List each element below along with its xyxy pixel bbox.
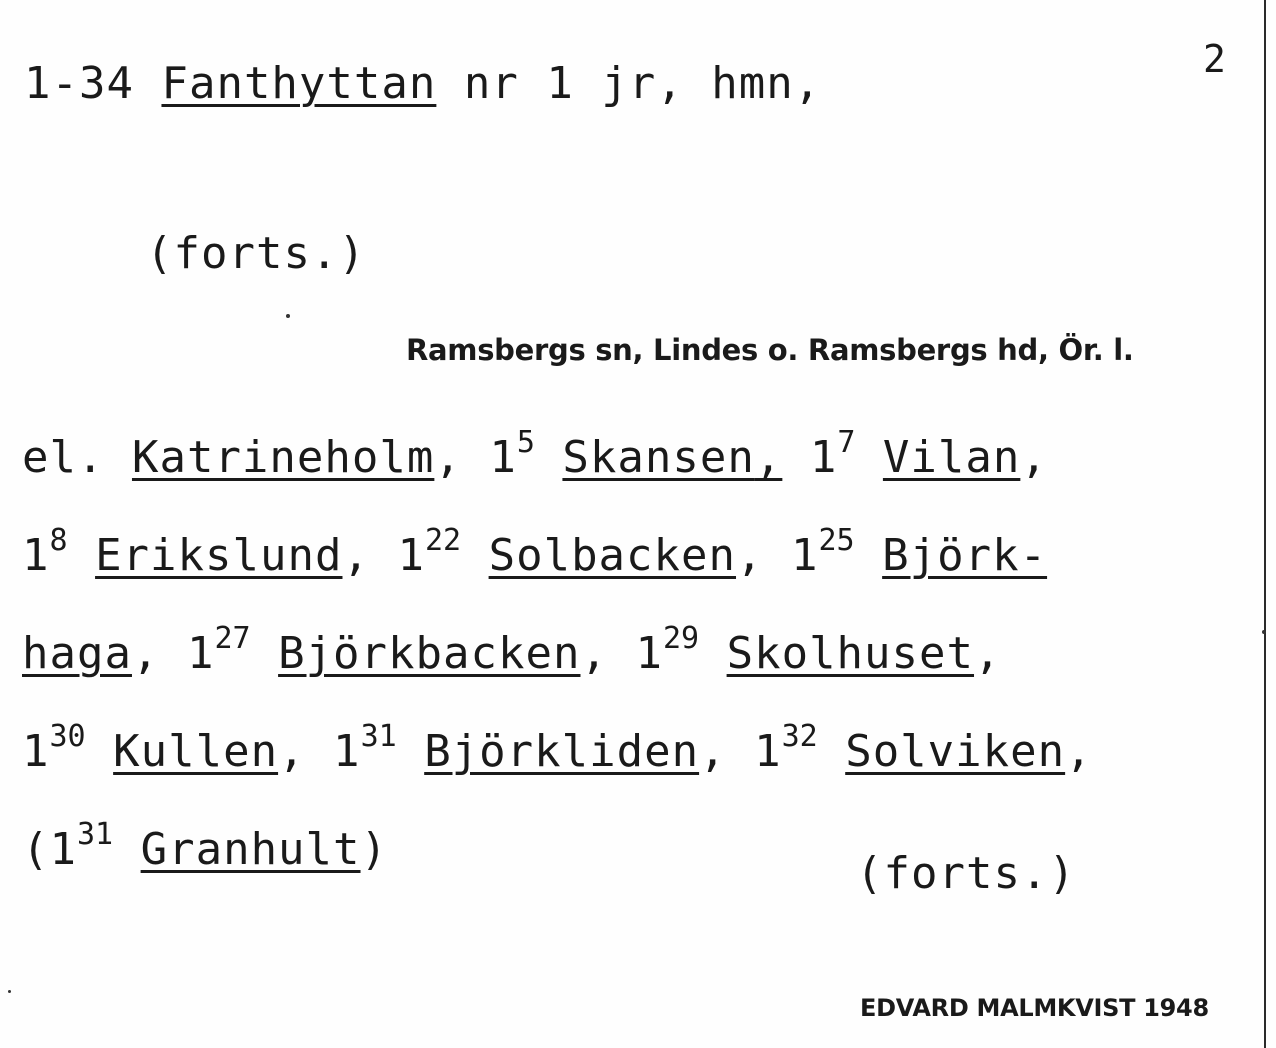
- entry-name-cont: haga: [22, 628, 132, 679]
- entry-name: Erikslund: [95, 530, 343, 581]
- entry-sup: 32: [781, 719, 818, 754]
- entry-sup: 27: [214, 621, 251, 656]
- entry-sup: 31: [76, 817, 114, 852]
- entry-name: Björkbacken: [278, 628, 581, 679]
- heading-line: [24, 58, 822, 109]
- entries-line-4: $1^{30}$ Kullen, $1^{31}$ Björkliden, $1^{32}$ Solviken,: [22, 719, 1093, 777]
- entry-sup: 22: [424, 523, 462, 558]
- entry-name: Skansen: [562, 432, 755, 483]
- entries-line-5: ($1^{31}$ Granhult): [22, 817, 389, 875]
- entry-name: Vilan: [882, 432, 1021, 483]
- scan-speck: [286, 314, 290, 318]
- entry-sup: 7: [837, 425, 856, 460]
- heading-place: Fanthyttan: [161, 58, 437, 109]
- entry-sup: 31: [360, 719, 397, 754]
- entry-name: Solbacken: [488, 530, 737, 581]
- entry-lead: el.: [22, 432, 132, 483]
- entry-sup: 29: [662, 621, 700, 656]
- entry-name: Solviken: [845, 726, 1066, 777]
- footer-credit: EDVARD MALMKVIST 1948: [860, 994, 1209, 1022]
- entries-line-3: haga, $1^{27}$ Björkbacken, $1^{29}$ Skolhuset,: [22, 621, 1002, 679]
- parish-line: Ramsbergs sn, Lindes o. Ramsbergs hd, Ör. l.: [406, 333, 1134, 367]
- entry-sup: 25: [818, 523, 855, 558]
- entry-name: Björkliden: [424, 726, 700, 777]
- entry-name: Skolhuset: [726, 628, 975, 679]
- entries-line-2: $1^8$ Erikslund, $1^{22}$ Solbacken, $1^{25}$ Björk-: [22, 523, 1048, 581]
- heading-prefix: 1-34: [24, 58, 134, 109]
- entry-name: Katrineholm: [131, 432, 435, 483]
- entry-sup: 30: [49, 719, 86, 754]
- continued-top: (forts.): [146, 228, 366, 279]
- heading-rest: nr 1 jr, hmn,: [436, 58, 822, 109]
- entry-name: Björk-: [882, 530, 1048, 581]
- scan-speck: [1262, 630, 1266, 634]
- entry-name: Granhult: [140, 824, 361, 875]
- page-number: 2: [1203, 37, 1227, 81]
- entry-sup: 8: [49, 523, 68, 558]
- card-right-edge: [1264, 0, 1266, 1048]
- continued-bottom: (forts.): [856, 848, 1076, 899]
- entries-line-1: el. Katrineholm, $1^5$ Skansen, $1^7$ Vilan,: [22, 425, 1048, 483]
- scan-speck: [8, 990, 11, 993]
- entry-sup: 5: [516, 425, 535, 460]
- entry-name: Kullen: [113, 726, 279, 777]
